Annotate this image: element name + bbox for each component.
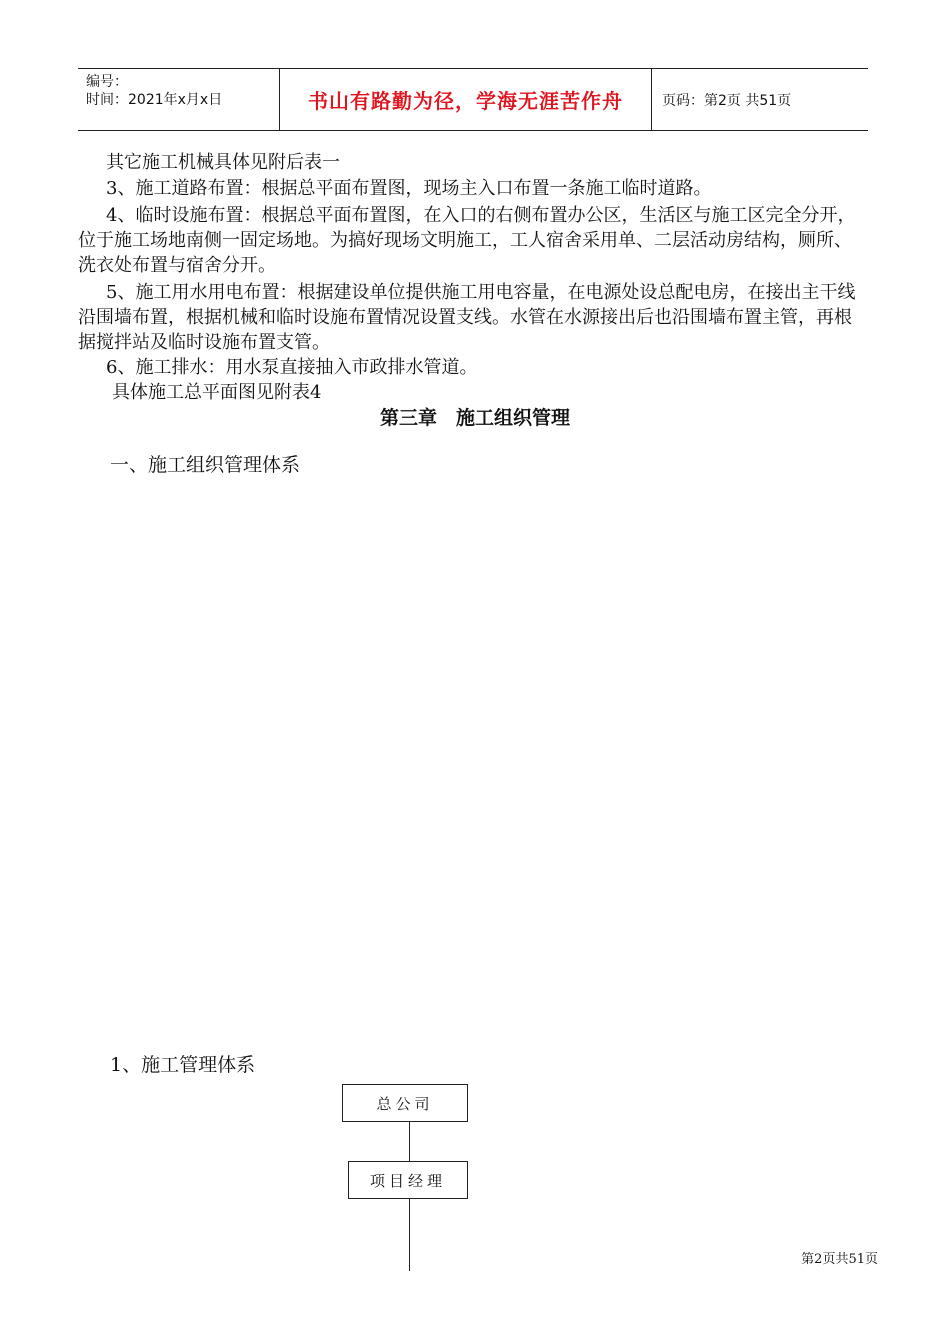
para-road-layout: 3、施工道路布置：根据总平面布置图，现场主入口布置一条施工临时道路。 (106, 178, 712, 199)
section-org-system: 一、施工组织管理体系 (110, 454, 301, 476)
section-mgmt-system: 1、施工管理体系 (110, 1054, 256, 1076)
org-box-company: 总公司 (342, 1084, 468, 1122)
header-page-code: 页码：第2页 共51页 (662, 92, 792, 109)
org-box-project-manager: 项目经理 (348, 1161, 468, 1199)
footer-page-number: 第2页共51页 (801, 1252, 878, 1267)
doc-number-label: 编号： (86, 74, 128, 90)
org-connector-line (409, 1122, 410, 1162)
org-connector-line-lower (409, 1199, 410, 1271)
para-temp-facilities: 4、临时设施布置：根据总平面布置图，在入口的右侧布置办公区，生活区与施工区完全分开，位于施工场地南侧一固定场地。为搞好现场文明施工，工人宿舍采用单、二层活动房结构，厕所、洗衣处布置与宿舍分开。 (78, 205, 856, 276)
para-water-power: 5、施工用水用电布置：根据建设单位提供施工用电容量，在电源处设总配电房，在接出主干线沿围墙布置，根据机械和临时设施布置情况设置支线。水管在水源接出后也沿围墙布置主管，再根据搅拌站及临时设施布置支管。 (78, 282, 856, 353)
header-table (78, 68, 868, 131)
doc-date-label: 时间：2021年x月x日 (86, 92, 223, 108)
para-drainage: 6、施工排水：用水泵直接抽入市政排水管道。 (106, 357, 478, 378)
para-machines: 其它施工机械具体见附后表一 (106, 152, 340, 173)
para-site-plan-note: 具体施工总平面图见附表4 (112, 382, 322, 403)
header-info-cell (78, 69, 280, 130)
header-motto: 书山有路勤为径，学海无涯苦作舟 (280, 69, 652, 130)
chapter-title: 第三章 施工组织管理 (379, 407, 570, 429)
